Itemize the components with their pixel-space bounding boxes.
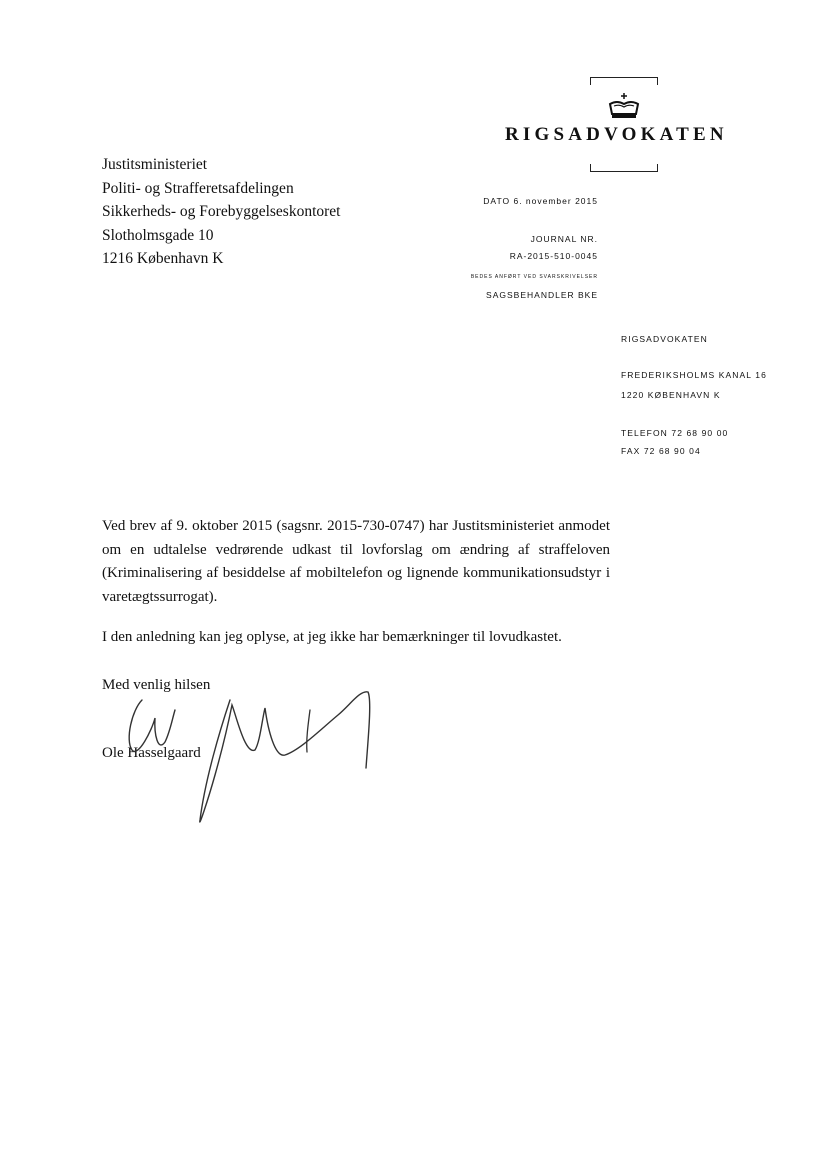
- recipient-line: Slotholmsgade 10: [102, 226, 214, 244]
- handwritten-signature: [110, 680, 400, 830]
- body-paragraph-1: Ved brev af 9. oktober 2015 (sagsnr. 2015-730-0747) har Justitsministeriet anmodet om en udtalelse vedrørende udkast til lovforslag om ændring af straffeloven (Kriminalisering af besiddelse af mobiltelefon og lignende kommunikationsudstyr i varetægtssurrogat).: [102, 518, 610, 605]
- sender-city: 1220 KØBENHAVN K: [621, 390, 721, 400]
- logo-frame-top: [590, 77, 658, 85]
- crown-icon: [604, 92, 644, 122]
- closing-greeting: Med venlig hilsen: [102, 677, 211, 693]
- recipient-line: Justitsministeriet: [102, 156, 208, 173]
- logo-frame-bottom: [590, 164, 658, 172]
- recipient-line: Sikkerheds- og Forebyggelseskontoret: [102, 203, 341, 220]
- journal-label: JOURNAL NR.: [530, 234, 598, 244]
- body-paragraph-2: I den anledning kan jeg oplyse, at jeg ikke har bemærkninger til lovudkastet.: [102, 629, 562, 645]
- signer-name: Ole Hasselgaard: [102, 745, 201, 761]
- letter-date: DATO 6. november 2015: [483, 196, 598, 206]
- recipient-address: [102, 153, 341, 271]
- sender-fax: FAX 72 68 90 04: [621, 446, 701, 456]
- sender-street: FREDERIKSHOLMS KANAL 16: [621, 370, 767, 380]
- sender-name: RIGSADVOKATEN: [621, 334, 708, 344]
- letterhead-org-name: RIGSADVOKATEN: [505, 124, 728, 145]
- journal-number: RA-2015-510-0045: [509, 251, 598, 261]
- recipient-line: 1216 København K: [102, 250, 224, 267]
- sender-phone: TELEFON 72 68 90 00: [621, 428, 729, 438]
- recipient-line: Politi- og Strafferetsafdelingen: [102, 179, 294, 197]
- case-handler: SAGSBEHANDLER BKE: [486, 290, 598, 300]
- reference-note: BEDES ANFØRT VED SVARSKRIVELSER: [470, 274, 598, 280]
